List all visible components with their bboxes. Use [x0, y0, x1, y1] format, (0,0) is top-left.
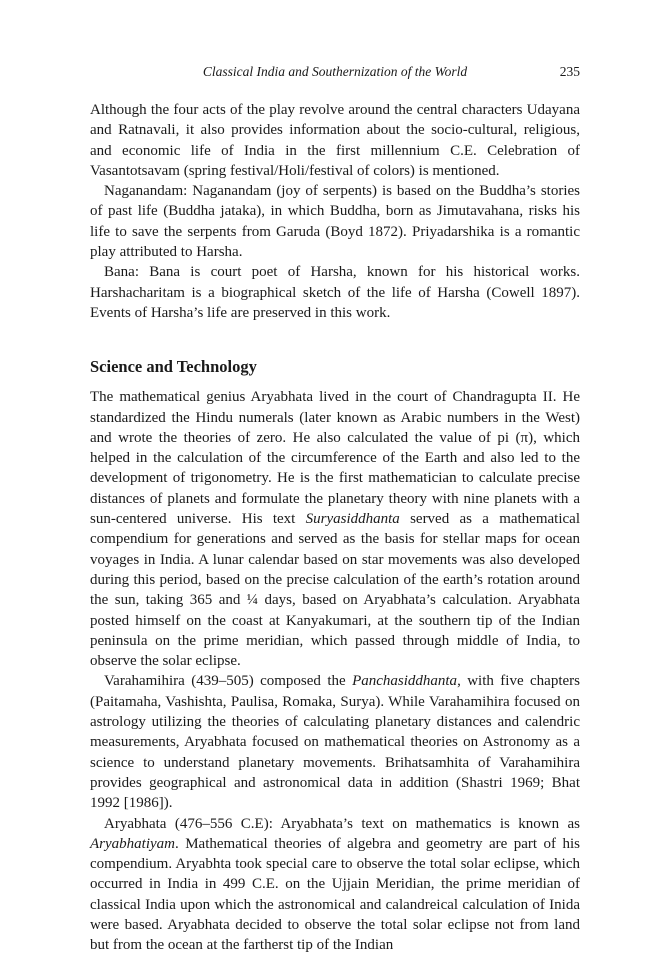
running-header	[90, 64, 580, 86]
paragraph: Although the four acts of the play revolve around the central characters Udayana and Ratnavali, it also provides information about the socio-cultural, religious, and economic life of India in the first millennium C.E. Celebration of Vasantotsavam (spring festival/Holi/festival of colors) is mentioned.	[90, 102, 580, 179]
running-title: Classical India and Southernization of the World	[202, 64, 468, 79]
page-number: 235	[559, 64, 580, 79]
section-heading: Science and Technology	[90, 357, 257, 377]
paragraph: Naganandam: Naganandam (joy of serpents) is based on the Buddha’s stories of past life (Buddha jataka), in which Buddha, born as Jimutavahana, risks his life to save the serpents from Garuda (Boyd 1872). Priyadarshika is a romantic play attributed to Harsha.	[90, 183, 580, 261]
text-run: , with five chapters (Paitamaha, Vashishta, Paulisa, Romaka, Surya). While Varahamihira focused on astrology utilizing the theories of calculating planetary distances and calendric measurements, Aryabhata focused on mathematical theories on Astronomy as a science to understand planetary movements. Brihatsamhita of Varahamihira provides geographical and astronomical data in addition (Shastri 1969; Bhat 1992 [1986]).	[90, 673, 580, 812]
text-run: Aryabhata (476–556 C.E): Aryabhata’s text on mathematics is known as	[104, 815, 580, 832]
paragraph	[90, 814, 580, 956]
text-run: . Mathematical theories of algebra and geometry are part of his compendium. Aryabhta took special care to observe the total solar eclipse, which occurred in India in 499 C.E. on the Ujjain Meridian, the prime meridian of classical India upon which the astronomical and calandreical calculation of Inida were based. Aryabhata decided to observe the total solar eclipse not from land but from the ocean at the fartherst tip of the Indian	[90, 835, 580, 954]
book-page	[90, 64, 580, 956]
paragraph	[90, 387, 580, 671]
paragraph	[90, 671, 580, 813]
italic-title: Panchasiddhanta	[352, 673, 458, 690]
text-run: served as a mathematical compendium for generations and served as the basis for stellar maps for ocean voyages in India. A lunar calendar based on star movements was also developed during this period, based on the precise calculation of the earth’s rotation around the sun, taking 365 and ¼ days, based on Aryabhata’s calculation. Aryabhata posted himself on the coast at Kanyakumari, at the southern tip of the Indian peninsula on the prime meridian, which passed through middle of India, to observe the solar eclipse.	[90, 511, 580, 670]
paragraph: Bana: Bana is court poet of Harsha, known for his historical works. Harshacharitam is a biographical sketch of the life of Harsha (Cowell 1897). Events of Harsha’s life are preserved in this work.	[90, 264, 580, 321]
text-run: Varahamihira (439–505) composed the	[104, 673, 353, 690]
italic-title: Suryasiddhanta	[305, 511, 400, 528]
body-text	[90, 100, 580, 956]
text-run: The mathematical genius Aryabhata lived in the court of Chandragupta II. He standardized the Hindu numerals (later known as Arabic numbers in the West) and wrote the theories of zero. He also calculated the value of pi (π), which helped in the calculation of the circumference of the Earth and also led to the development of trigonometry. He is the first mathematician to calculate precise distances of planets and formulate the planetary theory with nine planets with a sun-centered universe. His text	[90, 389, 580, 528]
italic-title: Aryabhatiyam	[90, 835, 175, 852]
